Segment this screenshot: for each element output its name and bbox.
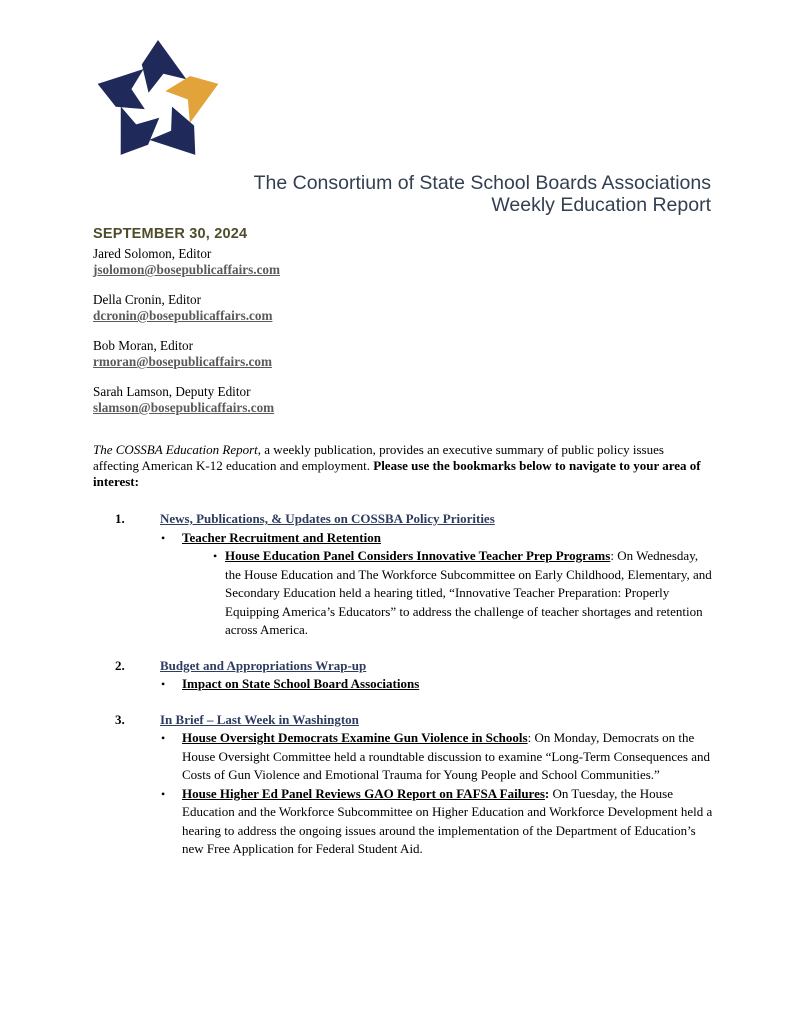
toc-link-fafsa-gao-report[interactable]: House Higher Ed Panel Reviews GAO Report on FAFSA Failures <box>182 785 545 801</box>
colon: : <box>544 785 550 801</box>
intro-bold-note: Please use the bookmarks below to navigate to your area of interest: <box>93 458 701 489</box>
entry-summary: On Wednesday, the House Education and The Workforce Subcommittee on Early Childhood, Elementary, and Secondary Education held a hearing titled, “Innovative Teacher Preparation: Properly Equipping America’s Educators” to address the challenge of teacher shortages and retention across America. <box>225 548 712 637</box>
colon: : <box>610 548 614 563</box>
toc-link-in-brief[interactable]: In Brief – Last Week in Washington <box>160 711 359 727</box>
editor-entry <box>93 292 711 324</box>
bullet-icon: • <box>161 530 166 545</box>
bullet-icon: • <box>213 549 218 563</box>
toc-item-news <box>93 510 713 640</box>
toc-link-impact-state-boards[interactable]: Impact on State School Board Associations <box>182 676 420 691</box>
entry-summary: On Monday, Democrats on the House Oversight Committee held a roundtable discussion to examine “Long-Term Consequences and Costs of Gun Violence and Emotional Trauma for Young People and School Communities.” <box>182 730 710 782</box>
toc-link-gun-violence-roundtable[interactable]: House Oversight Democrats Examine Gun Violence in Schools <box>182 730 528 745</box>
editor-entry <box>93 246 711 278</box>
editor-name: Jared Solomon, Editor <box>93 246 212 261</box>
editor-name: Della Cronin, Editor <box>93 292 202 307</box>
editor-entry <box>93 384 711 416</box>
editor-name: Bob Moran, Editor <box>93 338 193 353</box>
org-title: The Consortium of State School Boards Associations <box>253 172 711 194</box>
bullet-icon: • <box>161 731 166 745</box>
editor-email-link[interactable]: dcronin@bosepublicaffairs.com <box>93 308 273 323</box>
publication-name: The COSSBA Education Report <box>93 442 258 457</box>
entry-summary: On Tuesday, the House Education and the Workforce Subcommittee on Higher Education and Workforce Development held a hearing to address the ongoing issues around the implementation of the Department of Education’s new Free Application for Federal Student Aid. <box>182 785 713 856</box>
toc-item-number: 1. <box>115 511 125 526</box>
toc-item-budget <box>93 657 713 694</box>
editor-name: Sarah Lamson, Deputy Editor <box>93 384 251 399</box>
toc-item-number: 2. <box>115 657 125 673</box>
editor-email-link[interactable]: jsolomon@bosepublicaffairs.com <box>93 262 281 277</box>
toc-item-number: 3. <box>115 711 125 727</box>
toc-link-budget-appropriations[interactable]: Budget and Appropriations Wrap-up <box>160 657 367 673</box>
toc-item-in-brief <box>93 711 713 859</box>
editor-entry <box>93 338 711 370</box>
toc-link-house-ed-teacher-prep[interactable]: House Education Panel Considers Innovative Teacher Prep Programs <box>225 548 611 563</box>
bookmark-list <box>93 510 713 859</box>
toc-link-teacher-recruitment[interactable]: Teacher Recruitment and Retention <box>182 529 381 545</box>
report-date: SEPTEMBER 30, 2024 <box>93 226 248 242</box>
cossba-star-logo <box>88 36 228 171</box>
toc-link-news-publications[interactable]: News, Publications, & Updates on COSSBA Policy Priorities <box>160 511 495 526</box>
report-subtitle: Weekly Education Report <box>491 194 711 216</box>
bullet-icon: • <box>161 677 166 691</box>
editor-email-link[interactable]: slamson@bosepublicaffairs.com <box>93 400 275 415</box>
star-logo-icon <box>88 36 228 171</box>
bullet-icon: • <box>161 786 166 801</box>
editor-email-link[interactable]: rmoran@bosepublicaffairs.com <box>93 354 272 369</box>
intro-paragraph <box>93 442 713 490</box>
intro-text: , a weekly publication, provides an executive summary of public policy issues affecting American K-12 education and employment. <box>93 442 664 473</box>
colon: : <box>527 730 532 745</box>
editors-block <box>93 246 711 416</box>
